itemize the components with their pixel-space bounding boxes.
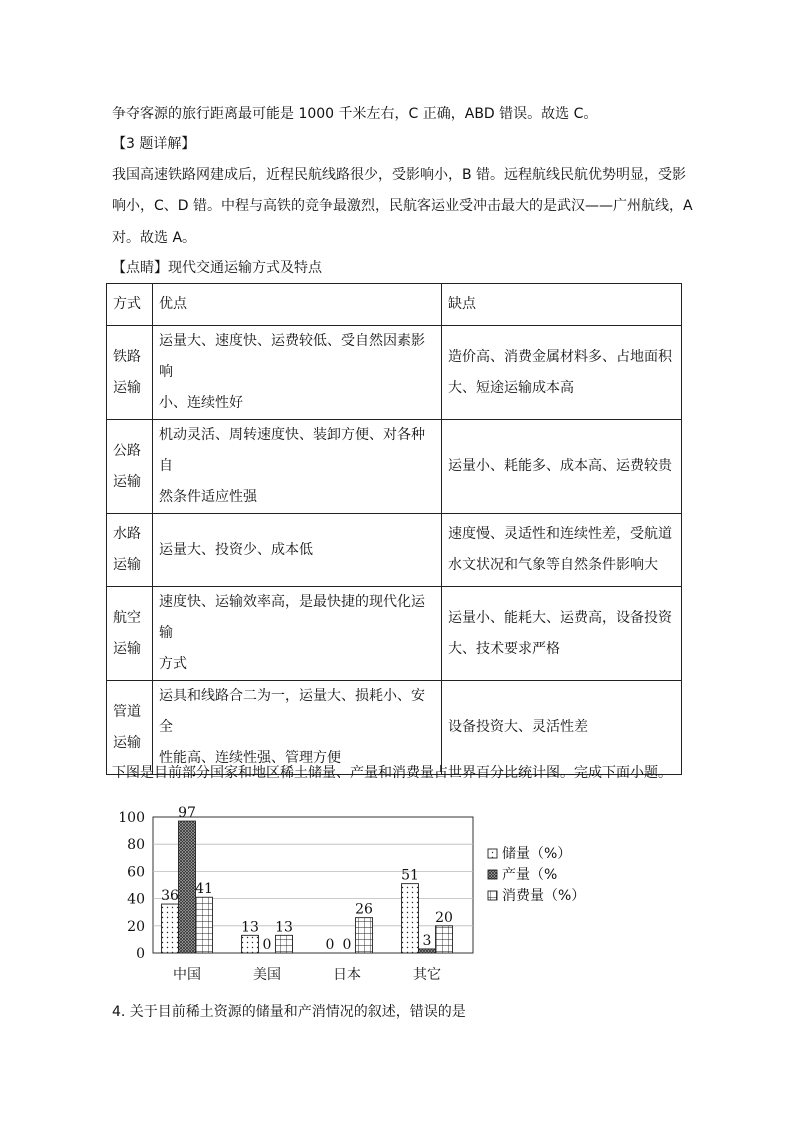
- data-label: 3: [422, 932, 432, 949]
- pros-cell: 运量大、投资少、成本低: [153, 514, 442, 587]
- data-label: 0: [262, 937, 272, 953]
- category-label: 其它: [413, 967, 441, 983]
- cons-cell: 运量小、耗能多、成本高、运费较贵: [442, 420, 682, 514]
- cons-cell: 运量小、能耗大、运费高，设备投资 大、技术要求严格: [442, 587, 682, 681]
- mode-cell: 航空 运输: [107, 587, 153, 681]
- pros-cell: 运量大、速度快、运费较低、受自然因素影响 小、连续性好: [153, 326, 442, 420]
- mode-cell: 铁路 运输: [107, 326, 153, 420]
- category-label: 日本: [333, 967, 361, 983]
- data-label: 13: [275, 919, 293, 936]
- legend-swatch: [488, 870, 497, 879]
- q3-explanation-line-2: 响小，C、D 错。中程与高铁的竞争最激烈，民航客运业受冲击最大的是武汉——广州航线，A: [112, 198, 693, 214]
- header-cell: 方式: [107, 284, 153, 326]
- bar: [419, 949, 436, 953]
- q3-explanation-line-3: 对。故选 A。: [112, 230, 197, 246]
- bar: [276, 935, 293, 953]
- legend-label: 储量（%）: [502, 846, 572, 862]
- chart-intro: 下图是目前部分国家和地区稀土储量、产量和消费量占世界百分比统计图。完成下面小题。: [112, 765, 672, 781]
- legend-label: 消费量（%）: [502, 888, 586, 904]
- data-label: 0: [342, 937, 352, 953]
- cons-cell: 造价高、消费金属材料多、占地面积 大、短途运输成本高: [442, 326, 682, 420]
- bar: [356, 918, 373, 953]
- rare-earth-chart: [100, 795, 620, 990]
- bar: [242, 935, 259, 953]
- y-tick-label: 80: [127, 837, 145, 854]
- transport-table: [106, 283, 682, 775]
- data-label: 97: [178, 805, 196, 822]
- mode-cell: 公路 运输: [107, 420, 153, 514]
- data-label: 36: [161, 888, 179, 905]
- legend-swatch: [488, 849, 497, 858]
- header-cell: 优点: [153, 284, 442, 326]
- legend-label: 产量（%: [502, 867, 558, 883]
- bar: [162, 904, 179, 953]
- category-label: 美国: [253, 967, 281, 983]
- data-label: 41: [195, 881, 213, 898]
- data-label: 13: [241, 919, 259, 936]
- y-tick-label: 40: [127, 891, 145, 908]
- q3-explanation-line-1: 我国高速铁路网建成后，近程民航线路很少，受影响小，B 错。远程航线民航优势明显，受影: [112, 167, 687, 183]
- cons-cell: 设备投资大、灵活性差: [442, 681, 682, 775]
- data-label: 51: [401, 867, 419, 884]
- bar: [402, 884, 419, 953]
- table-row: [107, 420, 682, 514]
- y-tick-label: 100: [118, 810, 145, 826]
- question-4: 4. 关于目前稀土资源的储量和产消情况的叙述，错误的是: [112, 1004, 466, 1020]
- y-tick-label: 60: [127, 864, 145, 881]
- data-label: 0: [325, 937, 335, 953]
- y-tick-label: 0: [136, 946, 145, 962]
- data-label: 20: [435, 909, 453, 926]
- bar: [196, 897, 213, 953]
- header-cell: 缺点: [442, 284, 682, 326]
- q3-heading: 【3 题详解】: [112, 136, 196, 152]
- cons-cell: 速度慢、灵适性和连续性差，受航道 水文状况和气象等自然条件影响大: [442, 514, 682, 587]
- bar: [436, 926, 453, 953]
- table-row: [107, 587, 682, 681]
- mode-cell: 管道 运输: [107, 681, 153, 775]
- pros-cell: 机动灵活、周转速度快、装卸方便、对各种自 然条件适应性强: [153, 420, 442, 514]
- table-row: [107, 681, 682, 775]
- pros-cell: 速度快、运输效率高，是最快捷的现代化运输 方式: [153, 587, 442, 681]
- pros-cell: 运具和线路合二为一，运量大、损耗小、安全 性能高、连续性强、管理方便: [153, 681, 442, 775]
- tip-heading: 【点睛】现代交通运输方式及特点: [112, 260, 322, 276]
- data-label: 26: [355, 901, 373, 918]
- table-header-row: [107, 284, 682, 326]
- bar: [179, 821, 196, 953]
- table-row: [107, 514, 682, 587]
- y-tick-label: 20: [127, 918, 145, 935]
- answer-line-1: 争夺客源的旅行距离最可能是 1000 千米左右，C 正确，ABD 错误。故选 C。: [112, 106, 598, 122]
- table-row: [107, 326, 682, 420]
- legend-swatch: [488, 891, 497, 900]
- category-label: 中国: [173, 967, 201, 983]
- mode-cell: 水路 运输: [107, 514, 153, 587]
